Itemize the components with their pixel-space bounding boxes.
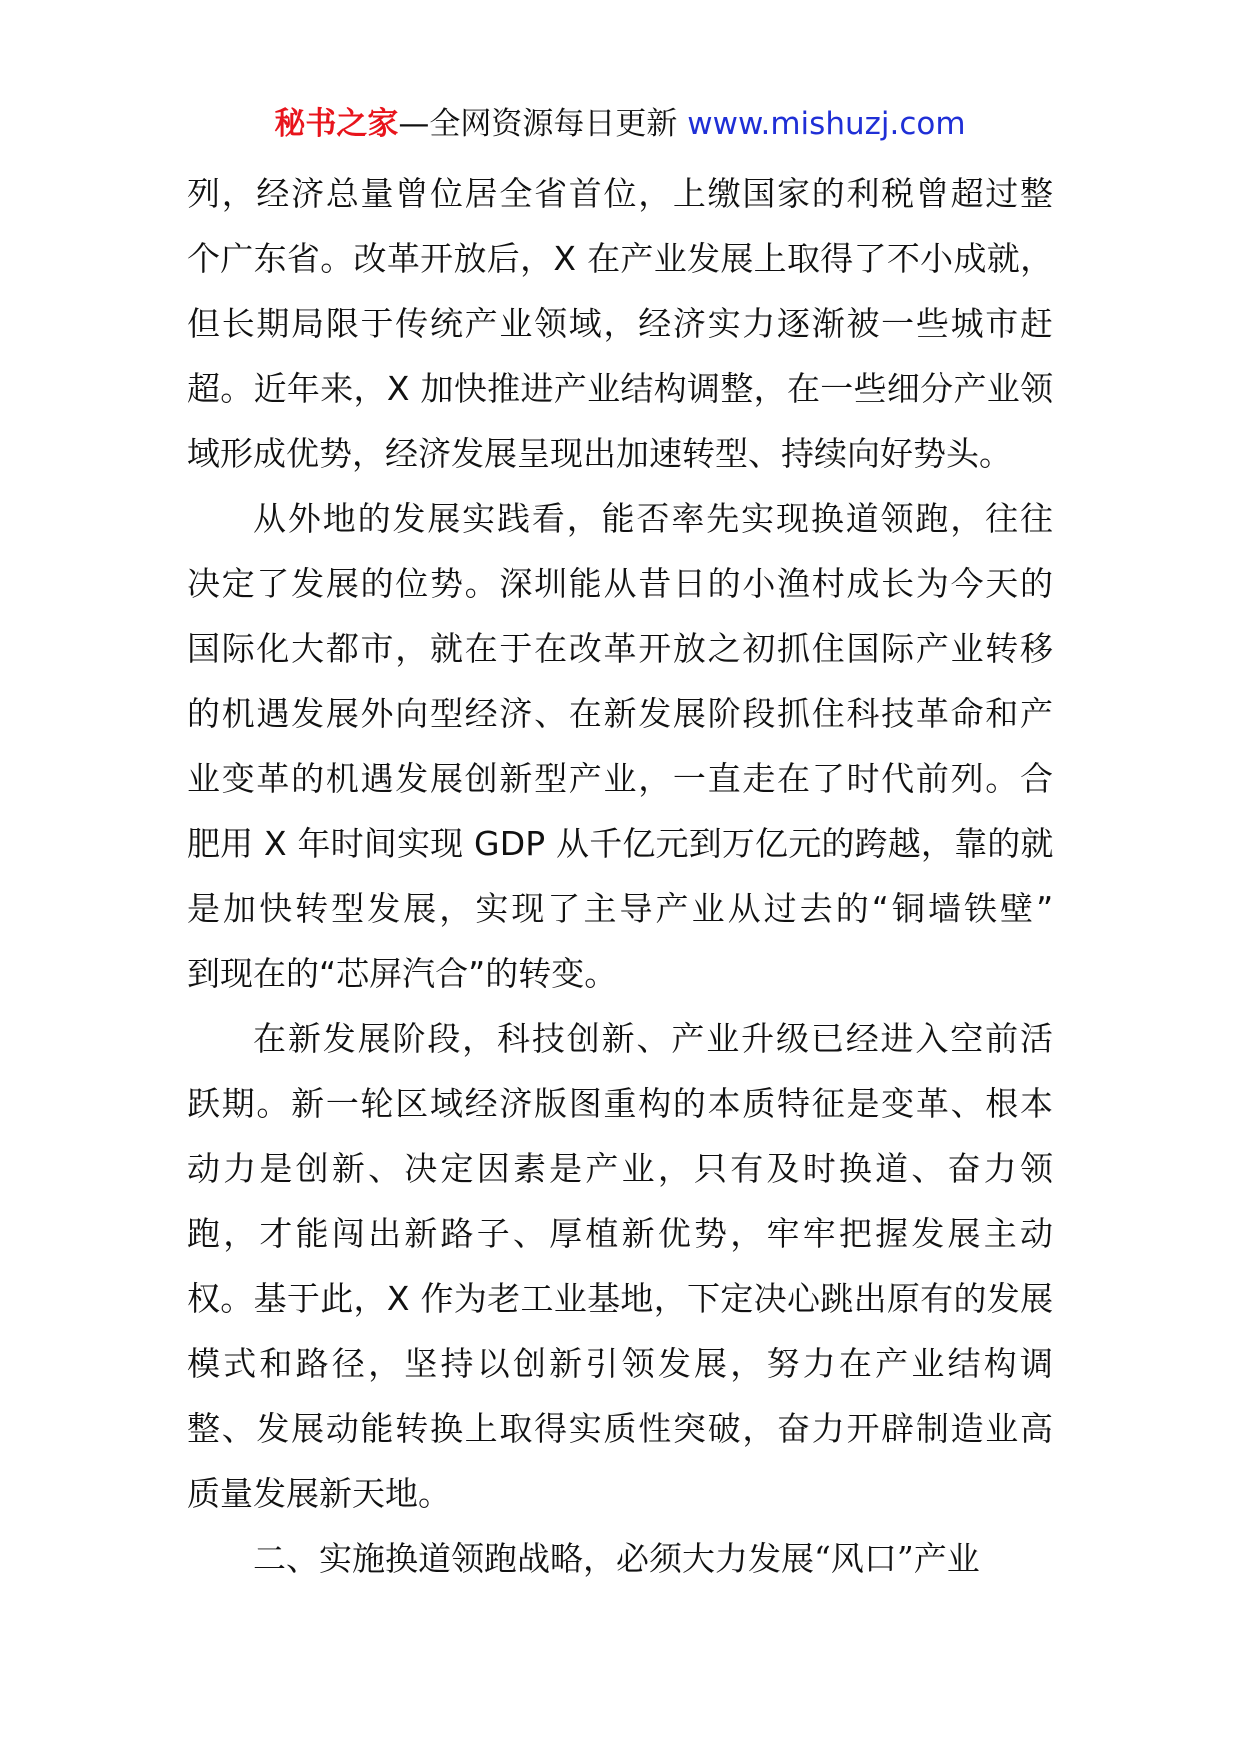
text-line: 权。基于此，X 作为老工业基地，下定决心跳出原有的发展 [187,1279,1054,1318]
text-line: 动力是创新、决定因素是产业，只有及时换道、奋力领 [187,1149,1057,1188]
text-line: 模式和路径，坚持以创新引领发展，努力在产业结构调 [187,1344,1057,1383]
text-line: 整、发展动能转换上取得实质性突破，奋力开辟制造业高 [187,1409,1055,1448]
text-line: 到现在的“芯屏汽合”的转变。 [187,954,618,993]
paragraph-3 [187,1006,1057,1526]
text-line: 但长期局限于传统产业领域，经济实力逐渐被一些城市赶 [187,304,1055,343]
text-line: 超。近年来，X 加快推进产业结构调整，在一些细分产业领 [187,369,1054,408]
text-line: 是加快转型发展，实现了主导产业从过去的“铜墙铁壁” [187,889,1057,928]
text-line: 跑，才能闯出新路子、厚植新优势，牢牢把握发展主动 [187,1214,1057,1253]
page-header [0,104,1240,144]
text-line: 业变革的机遇发展创新型产业，一直走在了时代前列。合 [187,759,1055,798]
text-line: 决定了发展的位势。深圳能从昔日的小渔村成长为今天的 [187,564,1055,603]
brand-name: 秘书之家 [274,106,399,142]
text-line: 肥用 X 年时间实现 GDP 从千亿元到万亿元的跨越，靠的就 [187,824,1054,863]
section-heading: 二、实施换道领跑战略，必须大力发展“风口”产业 [253,1539,980,1578]
paragraph-1 [187,161,1053,486]
text-line: 国际化大都市，就在于在改革开放之初抓住国际产业转移 [187,629,1055,668]
text-line: 在新发展阶段，科技创新、产业升级已经进入空前活 [253,1019,1055,1058]
text-line: 的机遇发展外向型经济、在新发展阶段抓住科技革命和产 [187,694,1055,733]
text-line: 列，经济总量曾位居全省首位，上缴国家的利税曾超过整 [187,174,1055,213]
paragraph-2 [187,486,1057,1006]
text-line: 质量发展新天地。 [187,1474,451,1513]
site-url[interactable]: www.mishuzj.com [687,106,966,142]
text-line: 个广东省。改革开放后，X 在产业发展上取得了不小成就， [187,239,1054,278]
text-line: 从外地的发展实践看，能否率先实现换道领跑，往往 [253,499,1055,538]
document-body [187,161,1057,1591]
text-line: 域形成优势，经济发展呈现出加速转型、持续向好势头。 [187,434,1012,473]
text-line: 跃期。新一轮区域经济版图重构的本质特征是变革、根本 [187,1084,1055,1123]
header-tagline: —全网资源每日更新 [398,106,678,142]
